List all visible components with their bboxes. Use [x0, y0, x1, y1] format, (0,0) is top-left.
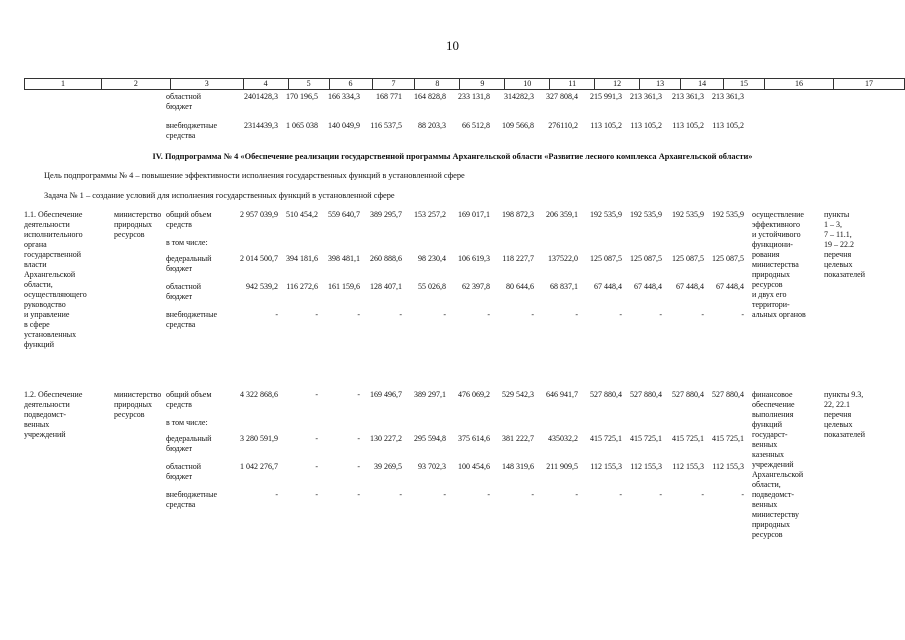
row-label: средств: [166, 220, 192, 229]
value-cell: 389 295,7: [370, 210, 402, 219]
row-label: внебюджетные: [166, 310, 217, 319]
expected-result: министерства: [752, 260, 799, 269]
row-label: внебюджетные: [166, 121, 217, 130]
row-label: областной: [166, 92, 202, 101]
indicator-ref: 19 – 22.2: [824, 240, 854, 249]
value-cell: 125 087,5: [590, 254, 622, 263]
expected-result: учреждений: [752, 460, 794, 469]
value-cell: 112 155,3: [590, 462, 622, 471]
value-cell: 389 297,1: [414, 390, 446, 399]
value-cell: 113 105,2: [712, 121, 744, 130]
value-cell: 213 361,3: [712, 92, 744, 101]
value-cell: 2 014 500,7: [240, 254, 278, 263]
indicator-ref: целевых: [824, 420, 853, 429]
value-cell: 398 481,1: [328, 254, 360, 263]
value-cell: -: [659, 310, 662, 319]
expected-result: венных: [752, 500, 778, 509]
value-cell: 529 542,3: [502, 390, 534, 399]
value-cell: 118 227,7: [502, 254, 534, 263]
row-label: бюджет: [166, 444, 193, 453]
value-cell: 215 991,3: [590, 92, 622, 101]
value-cell: 68 837,1: [550, 282, 578, 291]
value-cell: 168 771: [376, 92, 402, 101]
value-cell: 148 319,6: [502, 462, 534, 471]
value-cell: 415 725,1: [712, 434, 744, 443]
executor-name: ресурсов: [114, 410, 145, 419]
column-header-16: 16: [765, 79, 834, 90]
measure-name: в сфере: [24, 320, 50, 329]
value-cell: 527 880,4: [672, 390, 704, 399]
value-cell: 161 159,6: [328, 282, 360, 291]
value-cell: 128 407,1: [370, 282, 402, 291]
value-cell: 106 619,3: [458, 254, 490, 263]
value-cell: 276110,2: [548, 121, 578, 130]
value-cell: -: [315, 462, 318, 471]
value-cell: 153 257,2: [414, 210, 446, 219]
value-cell: 55 026,8: [418, 282, 446, 291]
column-header-1: 1: [25, 79, 102, 90]
row-label: бюджет: [166, 472, 193, 481]
value-cell: -: [357, 490, 360, 499]
column-header-11: 11: [550, 79, 595, 90]
column-header-row: [24, 78, 905, 90]
expected-result: функций: [752, 420, 782, 429]
value-cell: 130 227,2: [370, 434, 402, 443]
value-cell: 113 105,2: [672, 121, 704, 130]
value-cell: 170 196,5: [286, 92, 318, 101]
page-number: 10: [446, 38, 459, 53]
measure-name: исполнительного: [24, 230, 83, 239]
value-cell: -: [315, 434, 318, 443]
subprogram-task: Задача № 1 – создание условий для исполнения государственных функций в установленной сфере: [44, 191, 395, 200]
value-cell: -: [575, 310, 578, 319]
value-cell: 435032,2: [548, 434, 578, 443]
value-cell: 62 397,8: [462, 282, 490, 291]
measure-name: подведомст-: [24, 410, 66, 419]
indicator-ref: показателей: [824, 270, 865, 279]
value-cell: 213 361,3: [630, 92, 662, 101]
expected-result: функциони-: [752, 240, 793, 249]
row-label: средства: [166, 500, 196, 509]
value-cell: 646 941,7: [546, 390, 578, 399]
value-cell: -: [315, 310, 318, 319]
measure-name: 1.1. Обеспечение: [24, 210, 83, 219]
value-cell: -: [275, 490, 278, 499]
value-cell: 260 888,6: [370, 254, 402, 263]
expected-result: государст-: [752, 430, 788, 439]
measure-name: функций: [24, 340, 54, 349]
value-cell: 942 539,2: [246, 282, 278, 291]
value-cell: 140 049,9: [328, 121, 360, 130]
expected-result: и двух его: [752, 290, 787, 299]
value-cell: 67 448,4: [676, 282, 704, 291]
value-cell: -: [619, 310, 622, 319]
measure-name: государственной: [24, 250, 82, 259]
executor-name: министерство: [114, 210, 162, 219]
value-cell: 476 069,2: [458, 390, 490, 399]
expected-result: территори-: [752, 300, 790, 309]
value-cell: 125 087,5: [712, 254, 744, 263]
value-cell: 112 155,3: [712, 462, 744, 471]
column-header-7: 7: [372, 79, 415, 90]
expected-result: рования: [752, 250, 780, 259]
value-cell: 67 448,4: [716, 282, 744, 291]
value-cell: 198 872,3: [502, 210, 534, 219]
value-cell: -: [701, 310, 704, 319]
value-cell: -: [399, 310, 402, 319]
indicator-ref: показателей: [824, 430, 865, 439]
expected-result: природных: [752, 270, 791, 279]
row-label: в том числе:: [166, 238, 208, 247]
row-label: бюджет: [166, 292, 193, 301]
value-cell: 527 880,4: [590, 390, 622, 399]
value-cell: 116 272,6: [286, 282, 318, 291]
value-cell: 375 614,6: [458, 434, 490, 443]
value-cell: -: [443, 310, 446, 319]
value-cell: -: [399, 490, 402, 499]
value-cell: 93 702,3: [418, 462, 446, 471]
value-cell: 113 105,2: [630, 121, 662, 130]
value-cell: 169 496,7: [370, 390, 402, 399]
indicator-ref: 7 – 11.1,: [824, 230, 852, 239]
value-cell: 98 230,4: [418, 254, 446, 263]
expected-result: ресурсов: [752, 280, 783, 289]
expected-result: и устойчивого: [752, 230, 801, 239]
value-cell: 164 828,8: [414, 92, 446, 101]
column-header-6: 6: [329, 79, 372, 90]
row-label: средства: [166, 320, 196, 329]
value-cell: 415 725,1: [590, 434, 622, 443]
measure-name: власти: [24, 260, 47, 269]
measure-name: Архангельской: [24, 270, 76, 279]
measure-name: деятельности: [24, 220, 70, 229]
measure-name: установленных: [24, 330, 77, 339]
expected-result: подведомст-: [752, 490, 794, 499]
value-cell: -: [357, 390, 360, 399]
value-cell: 169 017,1: [458, 210, 490, 219]
value-cell: -: [741, 310, 744, 319]
value-cell: 116 537,5: [370, 121, 402, 130]
row-label: федеральный: [166, 254, 212, 263]
value-cell: 527 880,4: [630, 390, 662, 399]
measure-name: органа: [24, 240, 47, 249]
value-cell: 233 131,8: [458, 92, 490, 101]
value-cell: 113 105,2: [590, 121, 622, 130]
value-cell: 206 359,1: [546, 210, 578, 219]
expected-result: выполнения: [752, 410, 794, 419]
expected-result: ресурсов: [752, 530, 783, 539]
indicator-ref: пункты 9.3,: [824, 390, 864, 399]
value-cell: 166 334,3: [328, 92, 360, 101]
value-cell: 415 725,1: [672, 434, 704, 443]
indicator-ref: перечня: [824, 410, 852, 419]
indicator-ref: перечня: [824, 250, 852, 259]
value-cell: 192 535,9: [630, 210, 662, 219]
executor-name: министерство: [114, 390, 162, 399]
value-cell: 213 361,3: [672, 92, 704, 101]
row-label: средств: [166, 400, 192, 409]
value-cell: 66 512,8: [462, 121, 490, 130]
expected-result: финансовое: [752, 390, 793, 399]
value-cell: -: [315, 490, 318, 499]
value-cell: -: [575, 490, 578, 499]
executor-name: ресурсов: [114, 230, 145, 239]
value-cell: -: [531, 490, 534, 499]
column-header-17: 17: [833, 79, 904, 90]
value-cell: 112 155,3: [630, 462, 662, 471]
value-cell: 327 808,4: [546, 92, 578, 101]
column-header-10: 10: [505, 79, 550, 90]
row-label: внебюджетные: [166, 490, 217, 499]
row-label: областной: [166, 462, 202, 471]
expected-result: министерству: [752, 510, 800, 519]
executor-name: природных: [114, 400, 153, 409]
value-cell: -: [701, 490, 704, 499]
value-cell: 192 535,9: [590, 210, 622, 219]
column-header-5: 5: [288, 79, 329, 90]
value-cell: 67 448,4: [634, 282, 662, 291]
measure-name: деятельности: [24, 400, 70, 409]
value-cell: 100 454,6: [458, 462, 490, 471]
indicator-ref: 1 – 3,: [824, 220, 842, 229]
row-label: федеральный: [166, 434, 212, 443]
column-header-8: 8: [415, 79, 460, 90]
value-cell: 125 087,5: [672, 254, 704, 263]
value-cell: -: [659, 490, 662, 499]
value-cell: -: [487, 310, 490, 319]
column-header-2: 2: [101, 79, 170, 90]
value-cell: 415 725,1: [630, 434, 662, 443]
value-cell: 192 535,9: [712, 210, 744, 219]
value-cell: -: [357, 310, 360, 319]
column-header-9: 9: [460, 79, 505, 90]
value-cell: 1 065 038: [286, 121, 318, 130]
column-header-13: 13: [640, 79, 681, 90]
row-label: средства: [166, 131, 196, 140]
expected-result: эффективного: [752, 220, 800, 229]
value-cell: 4 322 868,6: [240, 390, 278, 399]
value-cell: -: [443, 490, 446, 499]
value-cell: 295 594,8: [414, 434, 446, 443]
value-cell: -: [619, 490, 622, 499]
measure-name: венных: [24, 420, 50, 429]
value-cell: -: [357, 434, 360, 443]
measure-name: и управление: [24, 310, 70, 319]
column-header-14: 14: [681, 79, 724, 90]
value-cell: 2 957 039,9: [240, 210, 278, 219]
row-label: в том числе:: [166, 418, 208, 427]
value-cell: 394 181,6: [286, 254, 318, 263]
value-cell: 3 280 591,9: [240, 434, 278, 443]
expected-result: природных: [752, 520, 791, 529]
row-label: бюджет: [166, 102, 193, 111]
row-label: общий объем: [166, 390, 212, 399]
value-cell: 192 535,9: [672, 210, 704, 219]
value-cell: 67 448,4: [594, 282, 622, 291]
measure-name: учреждений: [24, 430, 66, 439]
value-cell: 88 203,3: [418, 121, 446, 130]
column-header-15: 15: [724, 79, 765, 90]
row-label: общий объем: [166, 210, 212, 219]
row-label: областной: [166, 282, 202, 291]
indicator-ref: 22, 22.1: [824, 400, 850, 409]
value-cell: -: [487, 490, 490, 499]
value-cell: -: [357, 462, 360, 471]
expected-result: альных органов: [752, 310, 806, 319]
column-header-12: 12: [595, 79, 640, 90]
expected-result: Архангельской: [752, 470, 804, 479]
indicator-ref: пункты: [824, 210, 850, 219]
value-cell: 112 155,3: [672, 462, 704, 471]
value-cell: 1 042 276,7: [240, 462, 278, 471]
row-label: бюджет: [166, 264, 193, 273]
value-cell: 80 644,6: [506, 282, 534, 291]
value-cell: 381 222,7: [502, 434, 534, 443]
measure-name: осуществляющего: [24, 290, 87, 299]
value-cell: -: [275, 310, 278, 319]
column-header-3: 3: [170, 79, 243, 90]
expected-result: казенных: [752, 450, 784, 459]
column-header-4: 4: [243, 79, 288, 90]
value-cell: -: [741, 490, 744, 499]
value-cell: 2314439,3: [244, 121, 278, 130]
measure-name: 1.2. Обеспечение: [24, 390, 83, 399]
measure-name: области,: [24, 280, 53, 289]
value-cell: -: [531, 310, 534, 319]
section-title: IV. Подпрограмма № 4 «Обеспечение реализации государственной программы Архангельской области «Развитие лесного комплекса Архангельской области»: [152, 152, 753, 161]
value-cell: -: [315, 390, 318, 399]
value-cell: 109 566,8: [502, 121, 534, 130]
value-cell: 510 454,2: [286, 210, 318, 219]
expected-result: осуществление: [752, 210, 804, 219]
expected-result: обеспечение: [752, 400, 795, 409]
value-cell: 125 087,5: [630, 254, 662, 263]
value-cell: 559 640,7: [328, 210, 360, 219]
executor-name: природных: [114, 220, 153, 229]
value-cell: 211 909,5: [546, 462, 578, 471]
subprogram-goal: Цель подпрограммы № 4 – повышение эффективности исполнения государственных функций в установленной сфере: [44, 171, 465, 180]
value-cell: 527 880,4: [712, 390, 744, 399]
indicator-ref: целевых: [824, 260, 853, 269]
expected-result: венных: [752, 440, 778, 449]
value-cell: 2401428,3: [244, 92, 278, 101]
expected-result: области,: [752, 480, 781, 489]
value-cell: 137522,0: [548, 254, 578, 263]
measure-name: руководство: [24, 300, 66, 309]
value-cell: 314282,3: [504, 92, 534, 101]
value-cell: 39 269,5: [374, 462, 402, 471]
